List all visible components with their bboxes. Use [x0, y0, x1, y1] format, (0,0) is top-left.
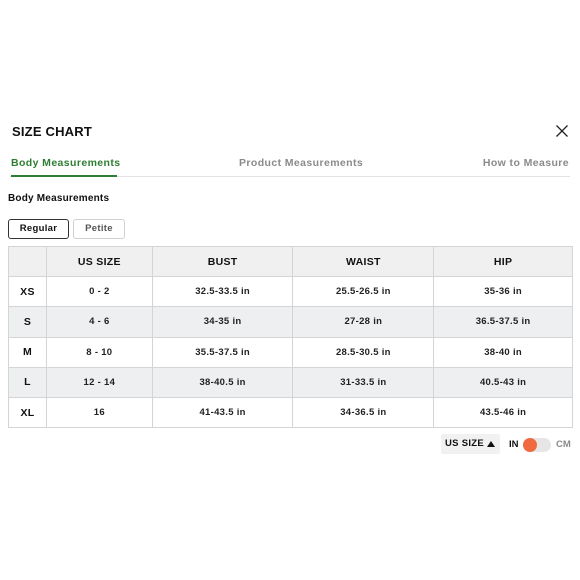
header-cell-hip: HIP	[434, 247, 573, 277]
header-cell-waist: WAIST	[293, 247, 434, 277]
us-size-cell: 0 - 2	[46, 277, 152, 307]
size-label: M	[9, 337, 47, 367]
us-size-cell: 12 - 14	[46, 367, 152, 397]
waist-cell: 28.5-30.5 in	[293, 337, 434, 367]
us-size-cell: 8 - 10	[46, 337, 152, 367]
header-cell-bust: BUST	[152, 247, 293, 277]
hip-cell: 36.5-37.5 in	[434, 307, 573, 337]
close-icon[interactable]	[555, 124, 569, 138]
table-row	[9, 337, 573, 367]
tab-how-to-measure[interactable]: How to Measure	[482, 157, 569, 169]
caret-up-icon	[487, 441, 495, 447]
modal-title: SIZE CHART	[12, 124, 92, 139]
fit-option-petite[interactable]: Petite	[73, 219, 125, 239]
table-row	[9, 397, 573, 427]
hip-cell: 43.5-46 in	[434, 397, 573, 427]
hip-cell: 40.5-43 in	[434, 367, 573, 397]
unit-label-cm: CM	[556, 439, 571, 450]
size-table	[8, 246, 573, 428]
tab-bar	[10, 153, 570, 177]
us-size-cell: 4 - 6	[46, 307, 152, 337]
tab-body-measurements[interactable]: Body Measurements	[11, 157, 121, 169]
table-row	[9, 307, 573, 337]
table-header-row	[9, 247, 573, 277]
waist-cell: 25.5-26.5 in	[293, 277, 434, 307]
bust-cell: 41-43.5 in	[152, 397, 293, 427]
header-cell-us-size: US SIZE	[46, 247, 152, 277]
size-system-label: US SIZE	[445, 438, 485, 449]
header-cell-size	[9, 247, 47, 277]
toggle-knob	[523, 438, 537, 452]
size-chart-modal	[0, 113, 580, 473]
size-system-dropdown[interactable]	[441, 434, 500, 454]
bust-cell: 35.5-37.5 in	[152, 337, 293, 367]
unit-label-in: IN	[509, 439, 519, 450]
waist-cell: 27-28 in	[293, 307, 434, 337]
size-label: XS	[9, 277, 47, 307]
us-size-cell: 16	[46, 397, 152, 427]
bust-cell: 34-35 in	[152, 307, 293, 337]
size-label: L	[9, 367, 47, 397]
bust-cell: 32.5-33.5 in	[152, 277, 293, 307]
waist-cell: 34-36.5 in	[293, 397, 434, 427]
section-title: Body Measurements	[8, 193, 110, 204]
size-label: S	[9, 307, 47, 337]
bust-cell: 38-40.5 in	[152, 367, 293, 397]
unit-toggle[interactable]	[523, 438, 551, 452]
tab-product-measurements[interactable]: Product Measurements	[239, 157, 364, 169]
size-label: XL	[9, 397, 47, 427]
hip-cell: 38-40 in	[434, 337, 573, 367]
table-row	[9, 277, 573, 307]
active-tab-indicator	[11, 175, 117, 177]
fit-option-regular[interactable]: Regular	[8, 219, 69, 239]
waist-cell: 31-33.5 in	[293, 367, 434, 397]
hip-cell: 35-36 in	[434, 277, 573, 307]
table-row	[9, 367, 573, 397]
